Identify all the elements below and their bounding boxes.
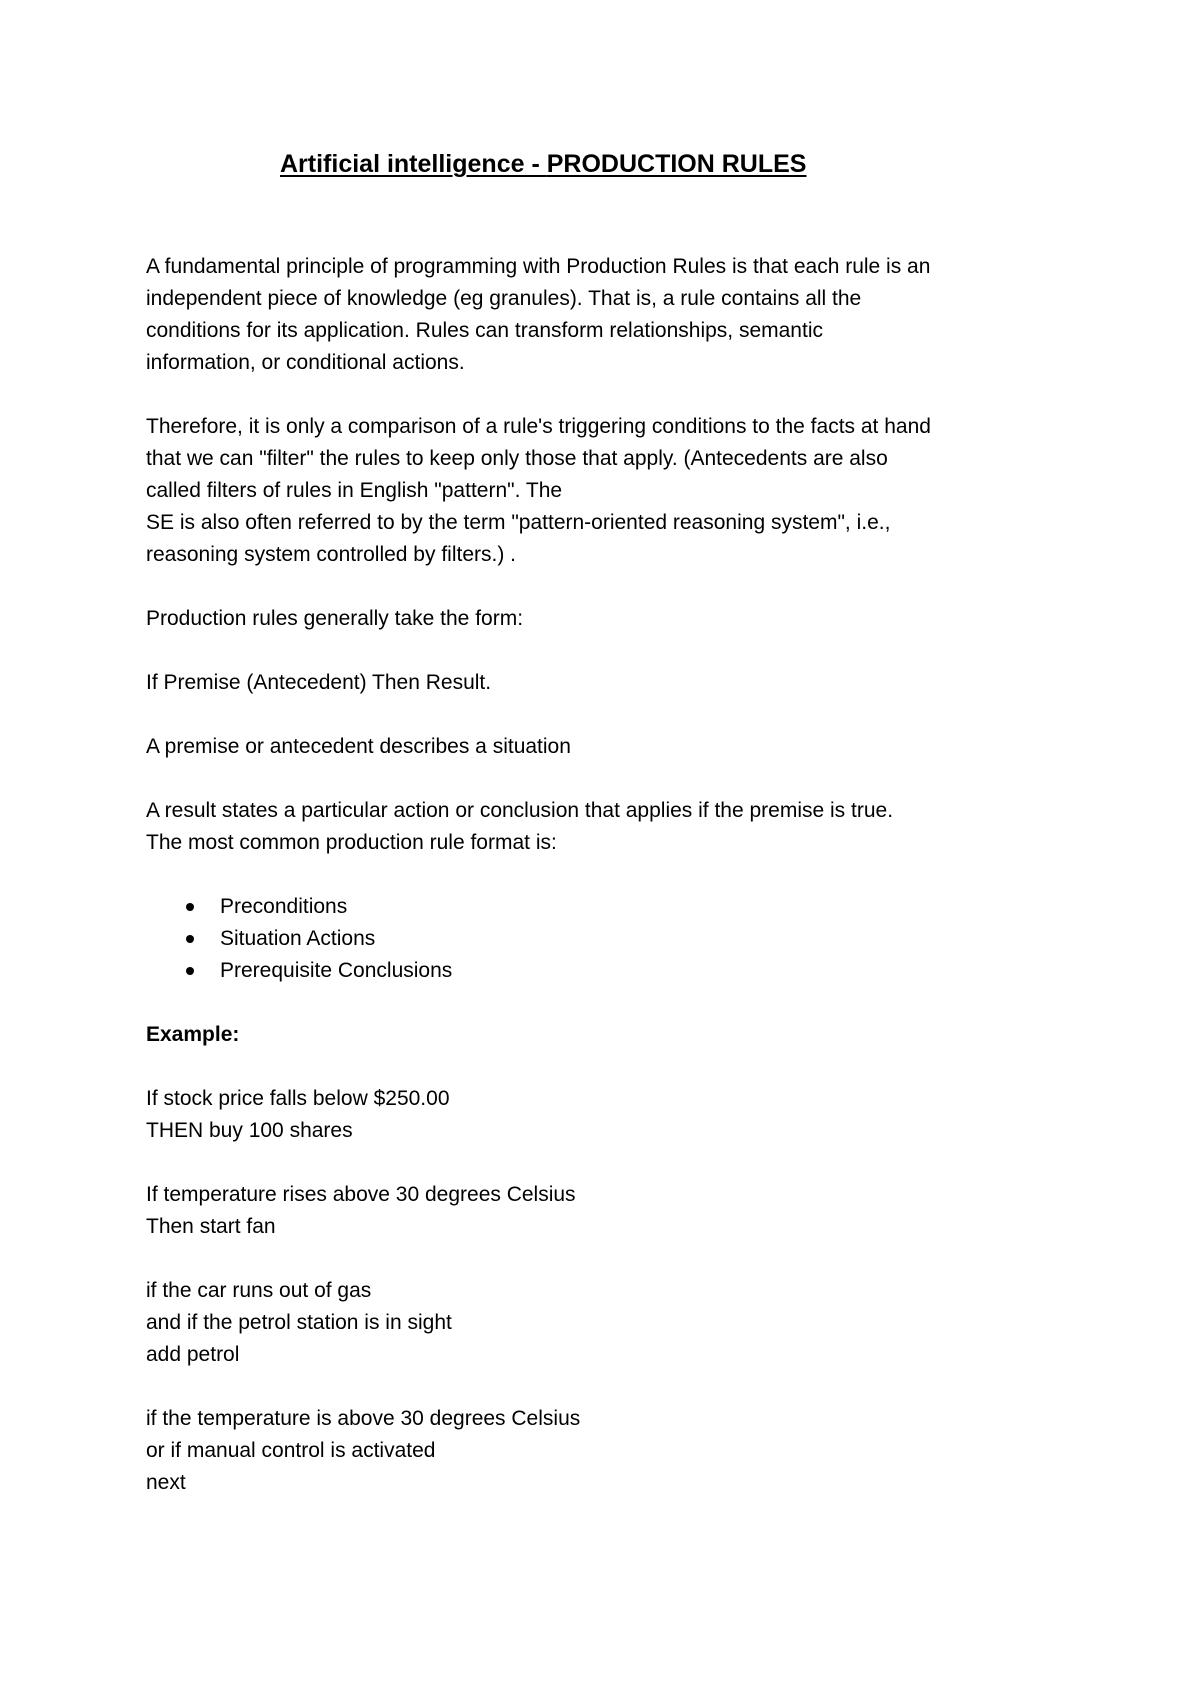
text-line: A result states a particular action or conclusion that applies if the premise is true.: [146, 799, 894, 822]
text-line: and if the petrol station is in sight: [146, 1311, 452, 1334]
bullet-list: [146, 891, 1076, 987]
document-title: [280, 150, 806, 179]
text-line: Production rules generally take the form:: [146, 607, 524, 630]
text-line: conditions for its application. Rules can transform relationships, semantic: [146, 319, 823, 342]
paragraph-6: [146, 795, 1076, 859]
paragraph-2: [146, 411, 1076, 571]
text-line: The most common production rule format is:: [146, 831, 557, 854]
example-heading: [146, 1019, 1076, 1051]
text-line: that we can "filter" the rules to keep only those that apply. (Antecedents are also: [146, 447, 888, 470]
bullet-icon: [186, 903, 194, 911]
list-item-label: Situation Actions: [220, 927, 376, 950]
paragraph-4: [146, 667, 1076, 699]
text-line: if the car runs out of gas: [146, 1279, 372, 1302]
text-line: independent piece of knowledge (eg granules). That is, a rule contains all the: [146, 287, 862, 310]
text-line: If stock price falls below $250.00: [146, 1087, 450, 1110]
list-item: [146, 891, 1076, 923]
title-part-2: PRODUCTION RULES: [546, 150, 807, 178]
text-line: Therefore, it is only a comparison of a rule's triggering conditions to the facts at hand: [146, 415, 931, 438]
bullet-icon: [186, 967, 194, 975]
text-line: add petrol: [146, 1343, 240, 1366]
text-line: If temperature rises above 30 degrees Celsius: [146, 1183, 576, 1206]
text-line: or if manual control is activated: [146, 1439, 436, 1462]
text-line: SE is also often referred to by the term "pattern-oriented reasoning system", i.e.,: [146, 511, 891, 534]
example-4: [146, 1403, 1076, 1499]
text-line: Example:: [146, 1023, 240, 1046]
paragraph-3: [146, 603, 1076, 635]
paragraph-1: [146, 251, 1076, 379]
text-line: information, or conditional actions.: [146, 351, 465, 374]
list-item: [146, 923, 1076, 955]
text-line: if the temperature is above 30 degrees Celsius: [146, 1407, 581, 1430]
list-item-label: Prerequisite Conclusions: [220, 959, 453, 982]
example-3: [146, 1275, 1076, 1371]
text-line: If Premise (Antecedent) Then Result.: [146, 671, 492, 694]
list-item: [146, 955, 1076, 987]
title-part-1: Artificial intelligence -: [280, 150, 547, 178]
text-line: A premise or antecedent describes a situation: [146, 735, 571, 758]
text-line: called filters of rules in English "pattern". The: [146, 479, 563, 502]
list-item-label: Preconditions: [220, 895, 348, 918]
example-1: [146, 1083, 1076, 1147]
text-line: THEN buy 100 shares: [146, 1119, 353, 1142]
text-line: Then start fan: [146, 1215, 276, 1238]
text-line: next: [146, 1471, 186, 1494]
example-2: [146, 1179, 1076, 1243]
text-line: A fundamental principle of programming with Production Rules is that each rule is an: [146, 255, 931, 278]
text-line: reasoning system controlled by filters.) .: [146, 543, 516, 566]
paragraph-5: [146, 731, 1076, 763]
bullet-icon: [186, 935, 194, 943]
